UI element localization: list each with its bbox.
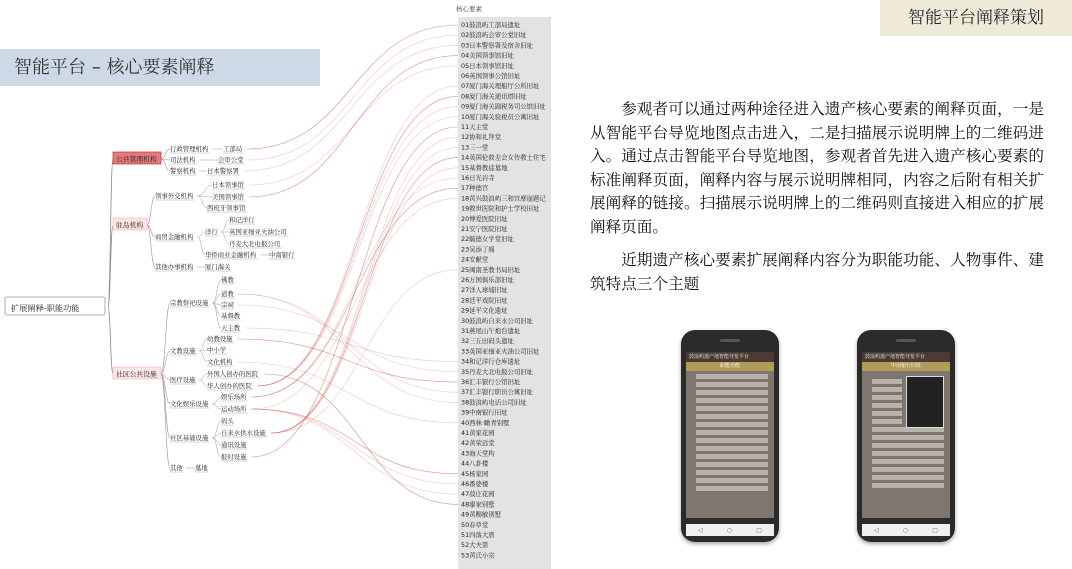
- phone-header: 鼓浪屿遗产地智能导览平台: [686, 352, 774, 362]
- site-label: 46番婆楼: [461, 480, 489, 488]
- speaker-icon: [896, 339, 916, 342]
- site-label: 03日本警察署及宿舍旧址: [461, 41, 534, 50]
- branch-node: 其他: [170, 464, 183, 472]
- site-label: 11天主堂: [461, 123, 489, 131]
- leaf-node: 道教: [221, 290, 234, 298]
- back-icon[interactable]: ◁: [874, 526, 879, 534]
- leaf-node: 美国领事馆: [212, 193, 244, 201]
- tree-labels: [5, 144, 295, 472]
- column-title: 核心要素: [456, 5, 482, 13]
- site-label: 20博爱医院旧址: [461, 214, 508, 223]
- root-node: 扩展阐释-职能功能: [11, 303, 80, 313]
- leaf-node: 文化机构: [207, 358, 233, 366]
- branch-node: 商贸金融机构: [155, 233, 194, 241]
- site-label: 25闽南圣教书局旧址: [461, 265, 521, 274]
- site-label: 35丹麦大北电报公司旧址: [461, 367, 534, 376]
- site-label: 45杨家园: [461, 469, 489, 478]
- leaf-node: 中南银行: [269, 251, 295, 259]
- section-tag: 智能平台阐释策划: [880, 0, 1072, 36]
- branch-node: 宗教祭祀设施: [170, 299, 209, 307]
- leaf-node: 洋行: [205, 228, 218, 236]
- site-label: 32三丘田码头遗址: [461, 337, 514, 346]
- phone-nav-bar: [686, 524, 774, 536]
- site-label: 48廖家别墅: [461, 500, 495, 509]
- leaf-node: 基督教: [221, 312, 241, 320]
- site-label: 26万国俱乐部旧址: [461, 276, 514, 284]
- site-label: 21安宁医院旧址: [461, 225, 508, 233]
- site-label: 39中南银行旧址: [461, 408, 508, 417]
- recents-icon[interactable]: □: [932, 526, 938, 534]
- leaf-node: 和记洋行: [229, 216, 255, 224]
- branch-node: 文教设施: [170, 347, 196, 355]
- site-label: 18黄兴鼓浪屿三和宫摩崖题记: [461, 194, 546, 203]
- leaf-node: 通讯设施: [221, 441, 247, 449]
- branch-node: 警察机构: [170, 167, 196, 175]
- site-label: 12协和礼拜堂: [461, 133, 502, 142]
- phone-mockup-right: [857, 330, 955, 542]
- branch-node: 其他办事机构: [155, 263, 194, 271]
- leaf-node: 会审公堂: [218, 156, 244, 164]
- site-label: 24安献堂: [461, 255, 489, 264]
- site-label: 42黄荣远堂: [461, 439, 495, 448]
- category-node: 社区公共设施: [116, 370, 157, 379]
- site-label: 31燕尾山午炮台遗址: [461, 327, 521, 335]
- category-node: 公共管理机构: [116, 155, 157, 164]
- site-label: 30鼓浪屿自来水公司旧址: [461, 316, 534, 325]
- site-label: 22毓德女学堂旧址: [461, 235, 514, 244]
- phone-subheader: 职能功能: [686, 362, 774, 371]
- leaf-node: 天主教: [221, 324, 241, 332]
- leaf-node: 厦门海关: [205, 263, 231, 271]
- site-label: 09厦门海关副税务司公馆旧址: [461, 102, 546, 111]
- site-label: 40西林·瞰青别墅: [461, 418, 510, 427]
- site-label: 08厦门海关通讯塔旧址: [461, 92, 527, 101]
- site-label: 38鼓浪屿电话公司旧址: [461, 398, 527, 407]
- site-label: 14英国伦敦差会女传教士住宅: [461, 153, 546, 162]
- leaf-node: 自来水供水设施: [221, 429, 266, 437]
- leaf-node: 丹麦大北电报公司: [229, 240, 281, 248]
- site-label: 28廷平戏院旧址: [461, 296, 508, 305]
- category-node: 驻岛机构: [116, 221, 144, 230]
- phone-nav-bar: [862, 524, 950, 536]
- site-label: 44八卦楼: [461, 459, 489, 468]
- leaf-node: 英国亚细亚火油公司: [229, 228, 287, 236]
- leaf-node: 幼教设施: [207, 335, 233, 343]
- site-label: 15基督教徒墓地: [461, 163, 508, 172]
- branch-node: 医疗设施: [170, 376, 196, 384]
- site-label: 53黄氏小宗: [461, 551, 495, 560]
- leaf-node: 日本警察署: [207, 167, 239, 175]
- site-label: 29延平文化遗址: [461, 306, 508, 315]
- site-label: 16日光岩寺: [461, 174, 495, 182]
- site-label: 49黄赐敏别墅: [461, 510, 502, 519]
- speaker-icon: [720, 339, 740, 342]
- site-label: 05日本领事馆旧址: [461, 61, 514, 70]
- leaf-node: 日本领事馆: [212, 181, 244, 189]
- site-label: 13三一堂: [461, 143, 489, 152]
- site-label: 37汇丰银行职员公寓旧址: [461, 388, 534, 397]
- branch-node: 司法机构: [170, 156, 196, 164]
- home-icon[interactable]: ○: [726, 526, 733, 534]
- recents-icon[interactable]: □: [756, 526, 762, 534]
- intro-paragraph: 参观者可以通过两种途径进入遗产核心要素的阐释页面，一是从智能平台导览地图点击进入，二是扫描展示说明牌上的二维码进入。通过点击智能平台导览地图，参观者首先进入遗产核心要素的标准阐释页面，阐释内容与展示说明牌相同，内容之后附有相关扩展阐释的链接。扫描展示说明牌上的二维码则直接进入相应的扩展阐释页面。: [590, 100, 1044, 236]
- site-label: 07厦门海关理船厅公所旧址: [461, 82, 540, 91]
- site-label: 23吴添丁阁: [461, 245, 495, 254]
- leaf-node: 佛教: [221, 276, 234, 284]
- branch-node: 社区基础设施: [170, 434, 209, 442]
- leaf-node: 宗祠: [221, 301, 234, 309]
- site-label: 50春草堂: [461, 520, 489, 529]
- site-label: 51四落大厝: [461, 531, 495, 539]
- site-label: 52大夫第: [461, 541, 489, 550]
- tree-lines: [108, 149, 295, 472]
- leaf-node: 华侨商业金融机构: [205, 251, 257, 259]
- site-label: 17种德宫: [461, 184, 489, 193]
- site-label: 19救世医院和护士学校旧址: [461, 204, 540, 213]
- leaf-node: 报时设施: [221, 453, 247, 461]
- phone-header: 鼓浪屿遗产地智能导览平台: [862, 352, 950, 362]
- site-label: 04美国领事馆旧址: [461, 51, 514, 60]
- phone-screen: [862, 352, 950, 518]
- site-label: 01鼓浪屿工部局遗址: [461, 21, 521, 29]
- page-title: 智能平台 – 核心要素阐释: [0, 49, 320, 86]
- site-label: 02鼓浪屿会审公堂旧址: [461, 31, 527, 40]
- phone-subheader: 中南银行旧址: [862, 362, 950, 371]
- site-label: 47菽庄花园: [461, 490, 495, 499]
- branch-node: 文化娱乐设施: [170, 400, 209, 408]
- leaf-node: 工部局: [223, 145, 243, 153]
- leaf-node: 墓地: [195, 464, 208, 472]
- branch-node: 行政管理机构: [170, 145, 209, 153]
- site-label: 33英国亚细亚火油公司旧址: [461, 347, 540, 356]
- leaf-node: 华人创办的医院: [207, 382, 252, 390]
- site-label: 41黄家花园: [461, 429, 495, 437]
- leaf-node: 中小学: [207, 346, 227, 354]
- leaf-node: 西班牙领事馆: [207, 204, 246, 212]
- leaf-node: 外国人创办的医院: [207, 370, 259, 378]
- phone-screen: [686, 352, 774, 518]
- leaf-node: 娱乐场所: [221, 393, 247, 401]
- site-label: 06英国领事公馆旧址: [461, 72, 521, 80]
- leaf-node: 运动场所: [221, 405, 247, 413]
- site-label: 36汇丰银行公馆旧址: [461, 378, 521, 386]
- topic-paragraph: 近期遗产核心要素扩展阐释内容分为职能功能、人物事件、建筑特点三个主题: [590, 251, 1044, 293]
- link-lines: [237, 25, 458, 504]
- back-icon[interactable]: ◁: [698, 526, 703, 534]
- branch-node: 领事外交机构: [155, 192, 194, 200]
- portrait-photo: [906, 376, 944, 428]
- leaf-node: 码头: [221, 417, 234, 425]
- site-label: 43海天堂构: [461, 449, 495, 458]
- site-label: 10厦门海关验税员公寓旧址: [461, 112, 540, 121]
- site-label: 34和记洋行仓库遗址: [461, 357, 521, 366]
- phone-mockup-left: [681, 330, 779, 542]
- site-label: 27洋人球埔旧址: [461, 286, 508, 295]
- home-icon[interactable]: ○: [902, 526, 909, 534]
